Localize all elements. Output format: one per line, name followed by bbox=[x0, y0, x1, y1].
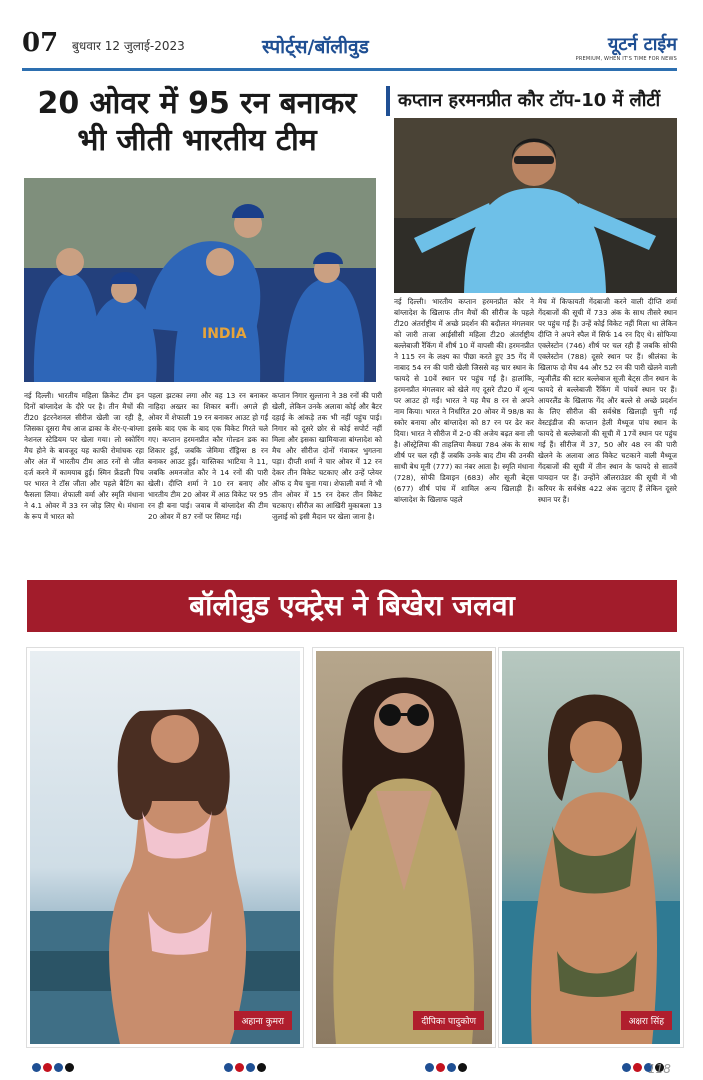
brand-name: यूटर्न टाईम bbox=[607, 34, 677, 55]
dot-icon bbox=[32, 1063, 41, 1072]
actress-3-illustration bbox=[502, 651, 680, 1044]
article-text: नई दिल्ली। भारतीय महिला क्रिकेट टीम इन दिनों बांग्लादेश के दौरे पर है। तीन मैचों की टी20 इंटरनेशनल सीरीज खेली जा रही है, जिसका दूसरा मैच आज ढाका के शेर-ए-बांग्ला नेशनल स्टेडियम पर खेला गया। लो स्कोरिंग मैच होने के बावजूद यह काफी रोमांचक रहा और अंत में भारतीय टीम आठ रनों से जीत दर्ज करने में कामयाब हुई। स्मिन फ्रेंडली पिच पर भारत ने टॉस जीता और पहले बैटिंग का फैसला लिया। शेफाली वर्मा और स्मृति मंधाना ने 4.1 ओवर में 33 रन जोड़ लिए थे। मंधाना के रूप में भारत को bbox=[24, 391, 144, 521]
bollywood-banner: बॉलीवुड एक्ट्रेस ने बिखेरा जलवा bbox=[27, 580, 677, 632]
actress-photo-3 bbox=[499, 648, 683, 1047]
page-marker: 118 bbox=[648, 1062, 671, 1076]
article-text: नई दिल्ली। भारतीय कप्तान हरमनप्रीत कौर ने बांग्लादेश के खिलाफ तीन मैचों की सीरीज के पहले टी20 अंतर्राष्ट्रीय में अच्छे प्रदर्शन की बदौलत मंगलवार को जारी ताजा आईसीसी महिला टी20 अंतर्राष्ट्रीय बल्लेबाजी रैंकिंग में शीर्ष 10 में वापसी की। हरमनप्रीत ने 115 रन के लक्ष्य का पीछा करते हुए 35 गेंद में नाबाद 54 रन की पारी खेली जिससे वह चार स्थान के फायदे से 10वें स्थान पर पहुंच गईं है। हालांकि, हरमनप्रीत मंगलवार को खेले गए दूसरे टी20 में शून्य पर आउट हो गईं। भारत ने यह मैच 8 रन से अपने नाम किया। भारत ने निर्धारित 20 ओवर में 98/8 का स्कोर बनाया और बांग्लादेश को 87 रन पर ढेर कर दिया। भारत ने सीरीज में 2-0 की अजेय बढ़त बना ली है। ऑस्ट्रेलिया की ताहलिया मैकग्रा 784 अंक के साथ शीर्ष पर चल रही हैं जबकि उनके बाद टीम की उनकी साथी बेथ मूनी (777) का नंबर आता है। स्मृति मंधाना (728), सोफी डिवाइन (683) और सूजी बेट्स (677) शीर्ष पांच में शामिल अन्य खिलाड़ी हैं। बांग्लादेश के खिलाफ पहले bbox=[394, 297, 534, 504]
page-header bbox=[22, 28, 677, 71]
photo-caption: अहाना कुमरा bbox=[234, 1011, 292, 1030]
captain-illustration bbox=[394, 118, 677, 293]
photo-caption: अक्षरा सिंह bbox=[621, 1011, 672, 1030]
dot-icon bbox=[246, 1063, 255, 1072]
left-story-col-2 bbox=[148, 390, 268, 522]
right-story-col-1 bbox=[394, 296, 534, 505]
actress-photo-2 bbox=[313, 648, 495, 1047]
dot-icon bbox=[54, 1063, 63, 1072]
dot-icon bbox=[65, 1063, 74, 1072]
right-story-col-2 bbox=[538, 296, 677, 505]
actress-1-illustration bbox=[30, 651, 300, 1044]
dot-icon bbox=[235, 1063, 244, 1072]
actress-photo-1 bbox=[27, 648, 303, 1047]
left-story-col-3 bbox=[272, 390, 382, 522]
dot-icon bbox=[447, 1063, 456, 1072]
article-text: पहला झटका लगा और वह 13 रन बनाकर नाहिदा अख्तर का शिकार बनीं। अगले ही ओवर में शेफाली 19 रन बनाकर आउट हो गईं इसके बाद एक के बाद एक विकेट गिरते चले गए। कप्तान हरमनप्रीत कौर गोल्डन डक का शिकार हुईं, जबकि जेमिमा रॉड्रिग्स 8 रन बनाकर आउट हुईं। यास्तिका भाटिया ने 11, जबकि अमनजोत कौर ने 14 रनों की पारी खेली। दीप्ति शर्मा ने 10 रन बनाए और भारतीय टीम 20 ओवर में आठ विकेट पर 95 रन ही बना पाई। जवाब में बांग्लादेश की टीम 20 ओवर में 87 रनों पर सिमट गई। bbox=[148, 391, 268, 521]
footer-dots bbox=[425, 1057, 469, 1067]
actress-2-illustration bbox=[316, 651, 492, 1044]
dateline: बुधवार 12 जुलाई-2023 bbox=[72, 39, 185, 53]
footer-dots bbox=[224, 1057, 268, 1067]
article-text: कप्तान निगार सुल्ताना ने 38 रनों की पारी खेली, लेकिन उनके अलावा कोई और बैटर दहाई के आंकड़े तक भी नहीं पहुंच पाई। निगार को दूसरे छोर से कोई सपोर्ट नहीं मिला और इसका खामियाजा बांग्लादेश को मैच और सीरीज दोनों गंवाकर भुगतना पड़ा। दीप्ती शर्मा ने चार ओवर में 12 रन देकर तीन विकेट चटकाए और उन्हें प्लेयर ऑफ द मैच चुना गया। शेफाली वर्मा ने भी तीन ओवर में 15 रन देकर तीन विकेट चटकाए। सीरीज का आखिरी मुकाबला 13 जुलाई को इसी मैदान पर खेला जाना है। bbox=[272, 391, 382, 521]
dot-icon bbox=[425, 1063, 434, 1072]
dot-icon bbox=[436, 1063, 445, 1072]
cricket-illustration bbox=[24, 178, 376, 382]
dot-icon bbox=[224, 1063, 233, 1072]
captain-photo bbox=[394, 118, 677, 293]
dot-icon bbox=[458, 1063, 467, 1072]
article-text: मैच में किफायती गेंदबाजी करने वाली दीप्ति शर्मा गेंदबाजों की सूची में 733 अंक के साथ तीसरे स्थान पर पहुंच गई हैं। उन्हें कोई विकेट नहीं मिला था लेकिन दीप्ति ने अपने स्पैल में सिर्फ 14 रन दिए थे। सोफिया एक्लेस्टोन (746) शीर्ष पर चल रही हैं जबकि सोफी एक्लेस्टोन (788) दूसरे स्थान पर हैं। श्रीलंका के खिलाफ दो मैच 44 और 52 रन की पारी खेलने वाली न्यूजीलैंड की स्टार बल्लेबाज सूजी बेट्स तीन स्थान के फायदे से बल्लेबाजी रैंकिंग में पांचवें स्थान पर हैं। आयरलैंड के खिलाफ गेंद और बल्ले से अच्छे प्रदर्शन के लिए सीरीज की सर्वश्रेष्ठ खिलाड़ी चुनी गईं वेस्टइंडीज की कप्तान हेली मैथ्यूज पांच स्थान के फायदे से बल्लेबाजों की सूची में 17वें स्थान पर पहुंच गई हैं। सीरीज में 37, 50 और 48 रन की पारी खेलने के अलावा आठ विकेट चटकाने वाली मैथ्यूज गेंदबाजों की सूची में तीन स्थान के फायदे से सातवें पायदान पर हैं। उन्होंने ऑलराउंडर की सूची में भी करियर के सर्वश्रेष्ठ 422 अंक जुटाए हैं लेकिन दूसरे स्थान पर हैं। bbox=[538, 297, 677, 504]
left-story-col-1 bbox=[24, 390, 144, 522]
masthead-logo bbox=[540, 32, 677, 62]
team-celebration-photo bbox=[24, 178, 376, 382]
photo-caption: दीपिका पादुकोण bbox=[413, 1011, 484, 1030]
section-title: स्पोर्ट्स/बॉलीवुड bbox=[262, 36, 369, 58]
dot-icon bbox=[622, 1063, 631, 1072]
svg-text:INDIA: INDIA bbox=[202, 326, 247, 342]
headline-left: 20 ओवर में 95 रन बनाकर भी जीती भारतीय टीम bbox=[37, 86, 357, 158]
brand-tagline: PREMIUM, WHEN IT'S TIME FOR NEWS bbox=[575, 56, 677, 62]
dot-icon bbox=[633, 1063, 642, 1072]
headline-right: कप्तान हरमनप्रीत कौर टॉप-10 में लौटीं bbox=[386, 86, 689, 116]
page-number: 07 bbox=[22, 28, 59, 58]
dot-icon bbox=[43, 1063, 52, 1072]
dot-icon bbox=[257, 1063, 266, 1072]
footer-dots bbox=[32, 1057, 76, 1067]
